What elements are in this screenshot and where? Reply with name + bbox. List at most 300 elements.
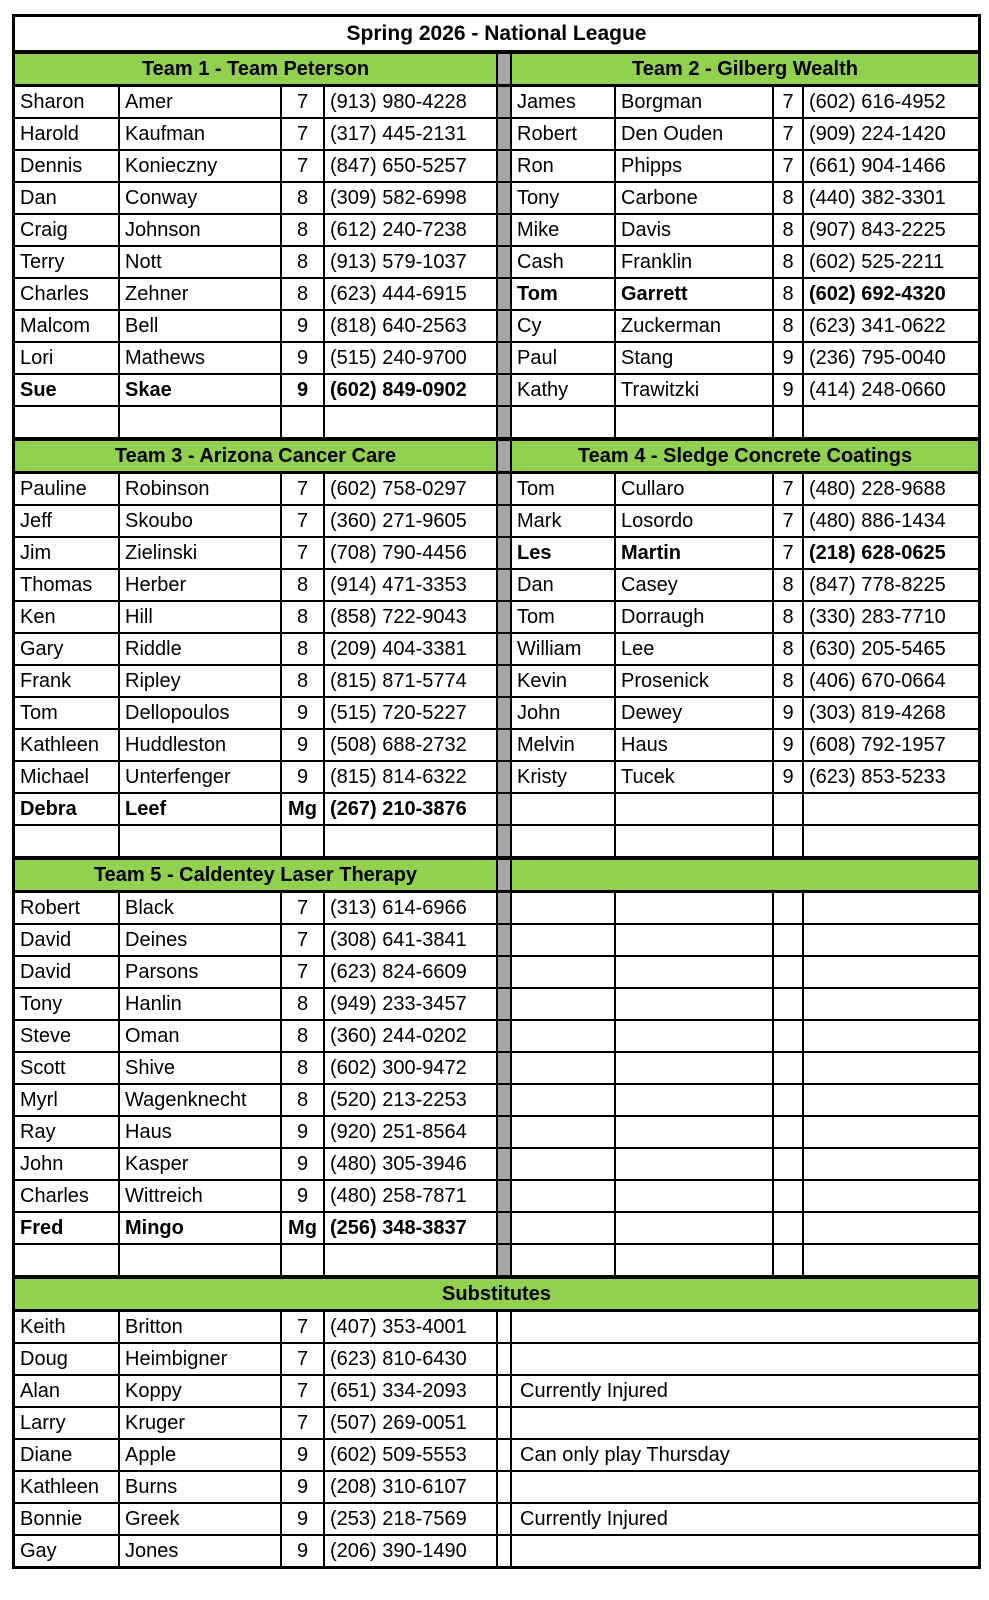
empty-cell [804, 1085, 978, 1115]
phone-cell: (920) 251-8564 [325, 1117, 498, 1147]
empty-cell [774, 1117, 804, 1147]
empty-cell [804, 407, 978, 437]
team-header: Team 2 - Gilberg Wealth [512, 54, 978, 84]
team-header-row [15, 441, 978, 474]
last-name-cell: Haus [616, 730, 774, 760]
player-row [15, 1213, 978, 1245]
first-name-cell: Jeff [15, 506, 120, 536]
last-name-cell: Deines [120, 925, 282, 955]
empty-cell [512, 826, 616, 856]
column-divider [498, 794, 512, 824]
empty-cell [616, 925, 774, 955]
last-name-cell: Prosenick [616, 666, 774, 696]
first-name-cell: Tom [512, 474, 616, 504]
last-name-cell: Oman [120, 1021, 282, 1051]
first-name-cell: Malcom [15, 311, 120, 341]
empty-cell [774, 989, 804, 1019]
empty-cell [774, 1085, 804, 1115]
player-row [15, 1117, 978, 1149]
phone-cell: (630) 205-5465 [809, 637, 946, 660]
empty-cell [512, 407, 616, 437]
level-cell: 8 [282, 1053, 325, 1083]
last-name-cell: Wagenknecht [120, 1085, 282, 1115]
last-name-cell: Kruger [120, 1408, 282, 1438]
level-cell: 7 [774, 119, 804, 149]
column-divider [498, 54, 512, 84]
level-cell: 9 [774, 762, 804, 792]
first-name-cell: Craig [15, 215, 120, 245]
level-cell: 9 [282, 1536, 325, 1566]
first-name-cell: Dan [512, 570, 616, 600]
player-row [15, 730, 978, 762]
empty-cell [774, 1213, 804, 1243]
level-cell: 9 [282, 762, 325, 792]
last-name-cell: Britton [120, 1312, 282, 1342]
note-cell [512, 1536, 978, 1566]
first-name-cell: Dan [15, 183, 120, 213]
level-cell: 7 [282, 893, 325, 923]
empty-cell [804, 957, 978, 987]
player-row [15, 762, 978, 794]
last-name-cell: Greek [120, 1504, 282, 1534]
phone-cell: (847) 650-5257 [325, 151, 498, 181]
empty-cell [512, 794, 616, 824]
empty-cell [15, 826, 120, 856]
player-row [15, 957, 978, 989]
level-cell: 8 [774, 634, 804, 664]
last-name-cell: Conway [120, 183, 282, 213]
phone-cell: (909) 224-1420 [809, 122, 946, 145]
last-name-cell: Zuckerman [616, 311, 774, 341]
column-divider [498, 474, 512, 504]
last-name-cell: Bell [120, 311, 282, 341]
player-row [15, 343, 978, 375]
level-cell: 8 [774, 279, 804, 309]
level-cell: 7 [774, 538, 804, 568]
empty-cell [616, 1213, 774, 1243]
empty-cell [512, 989, 616, 1019]
gap-cell [498, 1312, 512, 1342]
empty-cell [616, 1245, 774, 1275]
phone-cell: (949) 233-3457 [325, 989, 498, 1019]
first-name-cell: Kevin [512, 666, 616, 696]
gap-cell [498, 1536, 512, 1566]
phone-cell: (208) 310-6107 [325, 1472, 498, 1502]
substitutes-header: Substitutes [15, 1279, 978, 1309]
empty-cell [616, 1085, 774, 1115]
phone-cell: (602) 300-9472 [325, 1053, 498, 1083]
substitute-row [15, 1504, 978, 1536]
column-divider [498, 311, 512, 341]
player-row [15, 215, 978, 247]
last-name-cell: Dewey [616, 698, 774, 728]
column-divider [498, 151, 512, 181]
column-divider [498, 441, 512, 471]
empty-cell [616, 1181, 774, 1211]
first-name-cell: William [512, 634, 616, 664]
note-cell [512, 1408, 978, 1438]
empty-cell [616, 407, 774, 437]
first-name-cell: Thomas [15, 570, 120, 600]
first-name-cell: Tony [512, 183, 616, 213]
player-row [15, 1181, 978, 1213]
column-divider [498, 1149, 512, 1179]
player-row [15, 602, 978, 634]
column-divider [498, 826, 512, 856]
empty-cell [774, 407, 804, 437]
empty-cell [804, 826, 978, 856]
substitute-row [15, 1536, 978, 1566]
empty-cell [120, 407, 282, 437]
phone-cell: (818) 640-2563 [325, 311, 498, 341]
note-cell [512, 1312, 978, 1342]
first-name-cell: Les [512, 538, 616, 568]
empty-cell [512, 893, 616, 923]
phone-cell: (480) 886-1434 [809, 509, 946, 532]
first-name-cell: Mike [512, 215, 616, 245]
note-cell [512, 1472, 978, 1502]
empty-cell [512, 925, 616, 955]
first-name-cell: John [512, 698, 616, 728]
last-name-cell: Skoubo [120, 506, 282, 536]
first-name-cell: Kristy [512, 762, 616, 792]
first-name-cell: Jim [15, 538, 120, 568]
first-name-cell: Paul [512, 343, 616, 373]
first-name-cell: Michael [15, 762, 120, 792]
first-name-cell: Tony [15, 989, 120, 1019]
gap-cell [498, 1408, 512, 1438]
level-cell: 7 [282, 119, 325, 149]
level-cell: 9 [282, 1117, 325, 1147]
team-header: Team 3 - Arizona Cancer Care [15, 441, 498, 471]
player-row [15, 87, 978, 119]
empty-cell [282, 407, 325, 437]
empty-row [15, 826, 978, 860]
last-name-cell: Nott [120, 247, 282, 277]
first-name-cell: Bonnie [15, 1504, 120, 1534]
player-row [15, 1053, 978, 1085]
table-body [15, 54, 978, 1566]
note-cell: Currently Injured [520, 1379, 668, 1402]
phone-cell: (360) 271-9605 [325, 506, 498, 536]
column-divider [498, 1053, 512, 1083]
first-name-cell: Keith [15, 1312, 120, 1342]
phone-cell: (309) 582-6998 [325, 183, 498, 213]
empty-cell [804, 1181, 978, 1211]
first-name-cell: Robert [512, 119, 616, 149]
empty-cell [616, 1021, 774, 1051]
level-cell: 9 [282, 698, 325, 728]
level-cell: 9 [282, 343, 325, 373]
player-row [15, 925, 978, 957]
level-cell: 8 [282, 215, 325, 245]
level-cell: 9 [282, 1504, 325, 1534]
gap-cell [498, 1440, 512, 1470]
phone-cell: (267) 210-3876 [325, 794, 498, 824]
empty-cell [512, 1213, 616, 1243]
empty-cell [774, 1053, 804, 1083]
phone-cell: (858) 722-9043 [325, 602, 498, 632]
empty-cell [774, 925, 804, 955]
sheet-title: Spring 2026 - National League [15, 17, 978, 54]
level-cell: 7 [282, 87, 325, 117]
last-name-cell: Wittreich [120, 1181, 282, 1211]
team-header: Team 4 - Sledge Concrete Coatings [512, 441, 978, 471]
last-name-cell: Kaufman [120, 119, 282, 149]
empty-cell [804, 893, 978, 923]
first-name-cell: David [15, 925, 120, 955]
last-name-cell: Trawitzki [616, 375, 774, 405]
empty-cell [804, 794, 978, 824]
column-divider [498, 893, 512, 923]
level-cell: 7 [774, 151, 804, 181]
note-cell: Can only play Thursday [520, 1443, 730, 1466]
player-row [15, 151, 978, 183]
empty-cell [774, 1181, 804, 1211]
phone-cell: (602) 616-4952 [809, 90, 946, 113]
note-cell: Currently Injured [520, 1507, 668, 1530]
column-divider [498, 570, 512, 600]
column-divider [498, 1181, 512, 1211]
last-name-cell: Parsons [120, 957, 282, 987]
level-cell: 7 [282, 506, 325, 536]
level-cell: 8 [774, 570, 804, 600]
first-name-cell: Debra [15, 794, 120, 824]
last-name-cell: Hill [120, 602, 282, 632]
level-cell: 9 [282, 1440, 325, 1470]
level-cell: 7 [774, 506, 804, 536]
empty-cell [512, 1085, 616, 1115]
empty-cell [616, 957, 774, 987]
last-name-cell: Carbone [616, 183, 774, 213]
empty-cell [616, 1117, 774, 1147]
phone-cell: (847) 778-8225 [809, 573, 946, 596]
last-name-cell: Zielinski [120, 538, 282, 568]
level-cell: 8 [282, 602, 325, 632]
last-name-cell: Leef [120, 794, 282, 824]
empty-cell [512, 1181, 616, 1211]
player-row [15, 893, 978, 925]
empty-cell [512, 1021, 616, 1051]
first-name-cell: Gay [15, 1536, 120, 1566]
first-name-cell: Lori [15, 343, 120, 373]
last-name-cell: Phipps [616, 151, 774, 181]
last-name-cell: Dellopoulos [120, 698, 282, 728]
player-row [15, 279, 978, 311]
first-name-cell: Tom [512, 602, 616, 632]
player-row [15, 474, 978, 506]
level-cell: 7 [282, 925, 325, 955]
first-name-cell: Ray [15, 1117, 120, 1147]
team-header: Team 1 - Team Peterson [15, 54, 498, 84]
player-row [15, 666, 978, 698]
first-name-cell: Sue [15, 375, 120, 405]
last-name-cell: Losordo [616, 506, 774, 536]
column-divider [498, 119, 512, 149]
empty-cell [804, 1149, 978, 1179]
last-name-cell: Borgman [616, 87, 774, 117]
first-name-cell: Ron [512, 151, 616, 181]
last-name-cell: Huddleston [120, 730, 282, 760]
gap-cell [498, 1472, 512, 1502]
substitute-row [15, 1344, 978, 1376]
phone-cell: (602) 758-0297 [325, 474, 498, 504]
gap-cell [498, 1376, 512, 1406]
player-row [15, 989, 978, 1021]
first-name-cell: Larry [15, 1408, 120, 1438]
gap-cell [498, 1504, 512, 1534]
last-name-cell: Mathews [120, 343, 282, 373]
column-divider [498, 730, 512, 760]
first-name-cell: Dennis [15, 151, 120, 181]
first-name-cell: Charles [15, 279, 120, 309]
phone-cell: (480) 258-7871 [325, 1181, 498, 1211]
level-cell: 8 [774, 666, 804, 696]
empty-cell [120, 1245, 282, 1275]
level-cell: 9 [282, 311, 325, 341]
last-name-cell: Davis [616, 215, 774, 245]
player-row [15, 119, 978, 151]
phone-cell: (907) 843-2225 [809, 218, 946, 241]
last-name-cell: Casey [616, 570, 774, 600]
last-name-cell: Hanlin [120, 989, 282, 1019]
empty-row [15, 407, 978, 441]
column-divider [498, 87, 512, 117]
last-name-cell: Burns [120, 1472, 282, 1502]
phone-cell: (708) 790-4456 [325, 538, 498, 568]
empty-cell [325, 826, 498, 856]
first-name-cell: Steve [15, 1021, 120, 1051]
phone-cell: (602) 849-0902 [325, 375, 498, 405]
last-name-cell: Johnson [120, 215, 282, 245]
level-cell: 7 [774, 87, 804, 117]
level-cell: 8 [282, 989, 325, 1019]
level-cell: 9 [282, 375, 325, 405]
last-name-cell: Konieczny [120, 151, 282, 181]
level-cell: 9 [282, 730, 325, 760]
player-row [15, 506, 978, 538]
phone-cell: (913) 980-4228 [325, 87, 498, 117]
column-divider [498, 1245, 512, 1275]
phone-cell: (414) 248-0660 [809, 378, 946, 401]
phone-cell: (602) 525-2211 [809, 250, 945, 273]
first-name-cell: John [15, 1149, 120, 1179]
empty-cell [774, 957, 804, 987]
first-name-cell: Myrl [15, 1085, 120, 1115]
column-divider [498, 183, 512, 213]
level-cell: 8 [282, 247, 325, 277]
phone-cell: (612) 240-7238 [325, 215, 498, 245]
roster-table [12, 14, 981, 1569]
last-name-cell: Herber [120, 570, 282, 600]
empty-cell [804, 1213, 978, 1243]
level-cell: 7 [282, 957, 325, 987]
phone-cell: (623) 444-6915 [325, 279, 498, 309]
team-header-row [15, 860, 978, 893]
phone-cell: (515) 720-5227 [325, 698, 498, 728]
first-name-cell: David [15, 957, 120, 987]
first-name-cell: Alan [15, 1376, 120, 1406]
player-row [15, 570, 978, 602]
substitute-row [15, 1408, 978, 1440]
level-cell: 7 [282, 474, 325, 504]
empty-cell [512, 1149, 616, 1179]
level-cell: 7 [774, 474, 804, 504]
player-row [15, 1085, 978, 1117]
first-name-cell: Pauline [15, 474, 120, 504]
phone-cell: (508) 688-2732 [325, 730, 498, 760]
column-divider [498, 1021, 512, 1051]
empty-cell [120, 826, 282, 856]
empty-cell [616, 1053, 774, 1083]
last-name-cell: Garrett [616, 279, 774, 309]
note-cell [512, 1344, 978, 1374]
phone-cell: (815) 814-6322 [325, 762, 498, 792]
level-cell: 8 [282, 1085, 325, 1115]
phone-cell: (330) 283-7710 [809, 605, 946, 628]
empty-cell [325, 407, 498, 437]
first-name-cell: Mark [512, 506, 616, 536]
empty-cell [804, 1053, 978, 1083]
player-row [15, 538, 978, 570]
first-name-cell: Diane [15, 1440, 120, 1470]
gap-cell [498, 1344, 512, 1374]
empty-cell [512, 957, 616, 987]
empty-cell [616, 989, 774, 1019]
first-name-cell: James [512, 87, 616, 117]
empty-cell [325, 1245, 498, 1275]
phone-cell: (317) 445-2131 [325, 119, 498, 149]
last-name-cell: Zehner [120, 279, 282, 309]
phone-cell: (303) 819-4268 [809, 701, 946, 724]
column-divider [498, 602, 512, 632]
last-name-cell: Heimbigner [120, 1344, 282, 1374]
phone-cell: (440) 382-3301 [809, 186, 946, 209]
level-cell: 9 [774, 698, 804, 728]
level-cell: 8 [282, 279, 325, 309]
level-cell: 9 [774, 343, 804, 373]
empty-cell [804, 989, 978, 1019]
phone-cell: (602) 509-5553 [325, 1440, 498, 1470]
phone-cell: (914) 471-3353 [325, 570, 498, 600]
phone-cell: (308) 641-3841 [325, 925, 498, 955]
substitute-row [15, 1440, 978, 1472]
empty-cell [804, 1117, 978, 1147]
column-divider [498, 860, 512, 890]
phone-cell: (313) 614-6966 [325, 893, 498, 923]
last-name-cell: Tucek [616, 762, 774, 792]
first-name-cell: Robert [15, 893, 120, 923]
last-name-cell: Mingo [120, 1213, 282, 1243]
player-row [15, 698, 978, 730]
last-name-cell: Black [120, 893, 282, 923]
empty-cell [616, 794, 774, 824]
phone-cell: (520) 213-2253 [325, 1085, 498, 1115]
column-divider [498, 989, 512, 1019]
level-cell: 7 [282, 538, 325, 568]
first-name-cell: Tom [512, 279, 616, 309]
empty-cell [15, 407, 120, 437]
level-cell: 7 [282, 1408, 325, 1438]
first-name-cell: Terry [15, 247, 120, 277]
last-name-cell: Riddle [120, 634, 282, 664]
phone-cell: (515) 240-9700 [325, 343, 498, 373]
last-name-cell: Koppy [120, 1376, 282, 1406]
level-cell: 8 [282, 570, 325, 600]
empty-cell [282, 826, 325, 856]
phone-cell: (209) 404-3381 [325, 634, 498, 664]
first-name-cell: Harold [15, 119, 120, 149]
